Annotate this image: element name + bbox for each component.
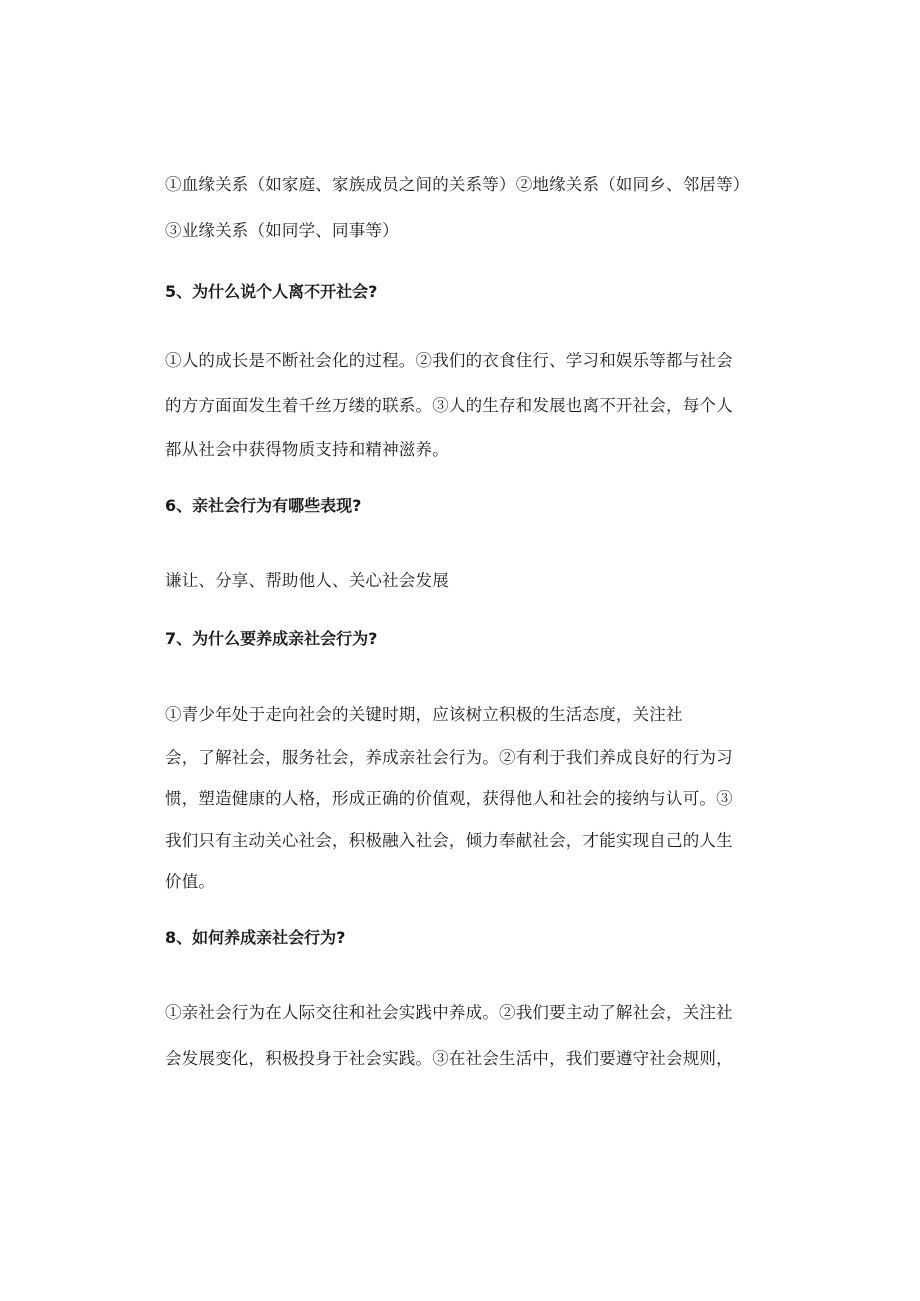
- body-text-line: 我们只有主动关心社会，积极融入社会，倾力奉献社会，才能实现自己的人生: [165, 831, 733, 850]
- body-text-line: 的方方面面发生着千丝万缕的联系。③人的生存和发展也离不开社会，每个人: [165, 396, 733, 415]
- body-text-line: ③业缘关系（如同学、同事等）: [165, 221, 399, 240]
- body-text-line: ①青少年处于走向社会的关键时期，应该树立积极的生活态度，关注社: [165, 705, 683, 724]
- body-text-line: ①亲社会行为在人际交往和社会实践中养成。②我们要主动了解社会，关注社: [165, 1003, 733, 1022]
- body-text-line: 价值。: [165, 872, 216, 891]
- body-text-line: 谦让、分享、帮助他人、关心社会发展: [165, 571, 449, 590]
- body-text-line: 会发展变化，积极投身于社会实践。③在社会生活中，我们要遵守社会规则，: [165, 1049, 733, 1068]
- body-text-line: ①血缘关系（如家庭、家族成员之间的关系等）②地缘关系（如同乡、邻居等）: [165, 175, 750, 194]
- body-text-line: 惯，塑造健康的人格，形成正确的价值观，获得他人和社会的接纳与认可。③: [165, 789, 733, 808]
- body-text-line: 都从社会中获得物质支持和精神滋养。: [165, 440, 449, 459]
- question-heading-5: 5、为什么说个人离不开社会?: [165, 282, 378, 301]
- question-heading-7: 7、为什么要养成亲社会行为?: [165, 629, 378, 648]
- question-heading-8: 8、如何养成亲社会行为?: [165, 928, 346, 947]
- question-heading-6: 6、亲社会行为有哪些表现?: [165, 496, 362, 515]
- body-text-line: 会，了解社会，服务社会，养成亲社会行为。②有利于我们养成良好的行为习: [165, 748, 733, 767]
- body-text-line: ①人的成长是不断社会化的过程。②我们的衣食住行、学习和娱乐等都与社会: [165, 351, 733, 370]
